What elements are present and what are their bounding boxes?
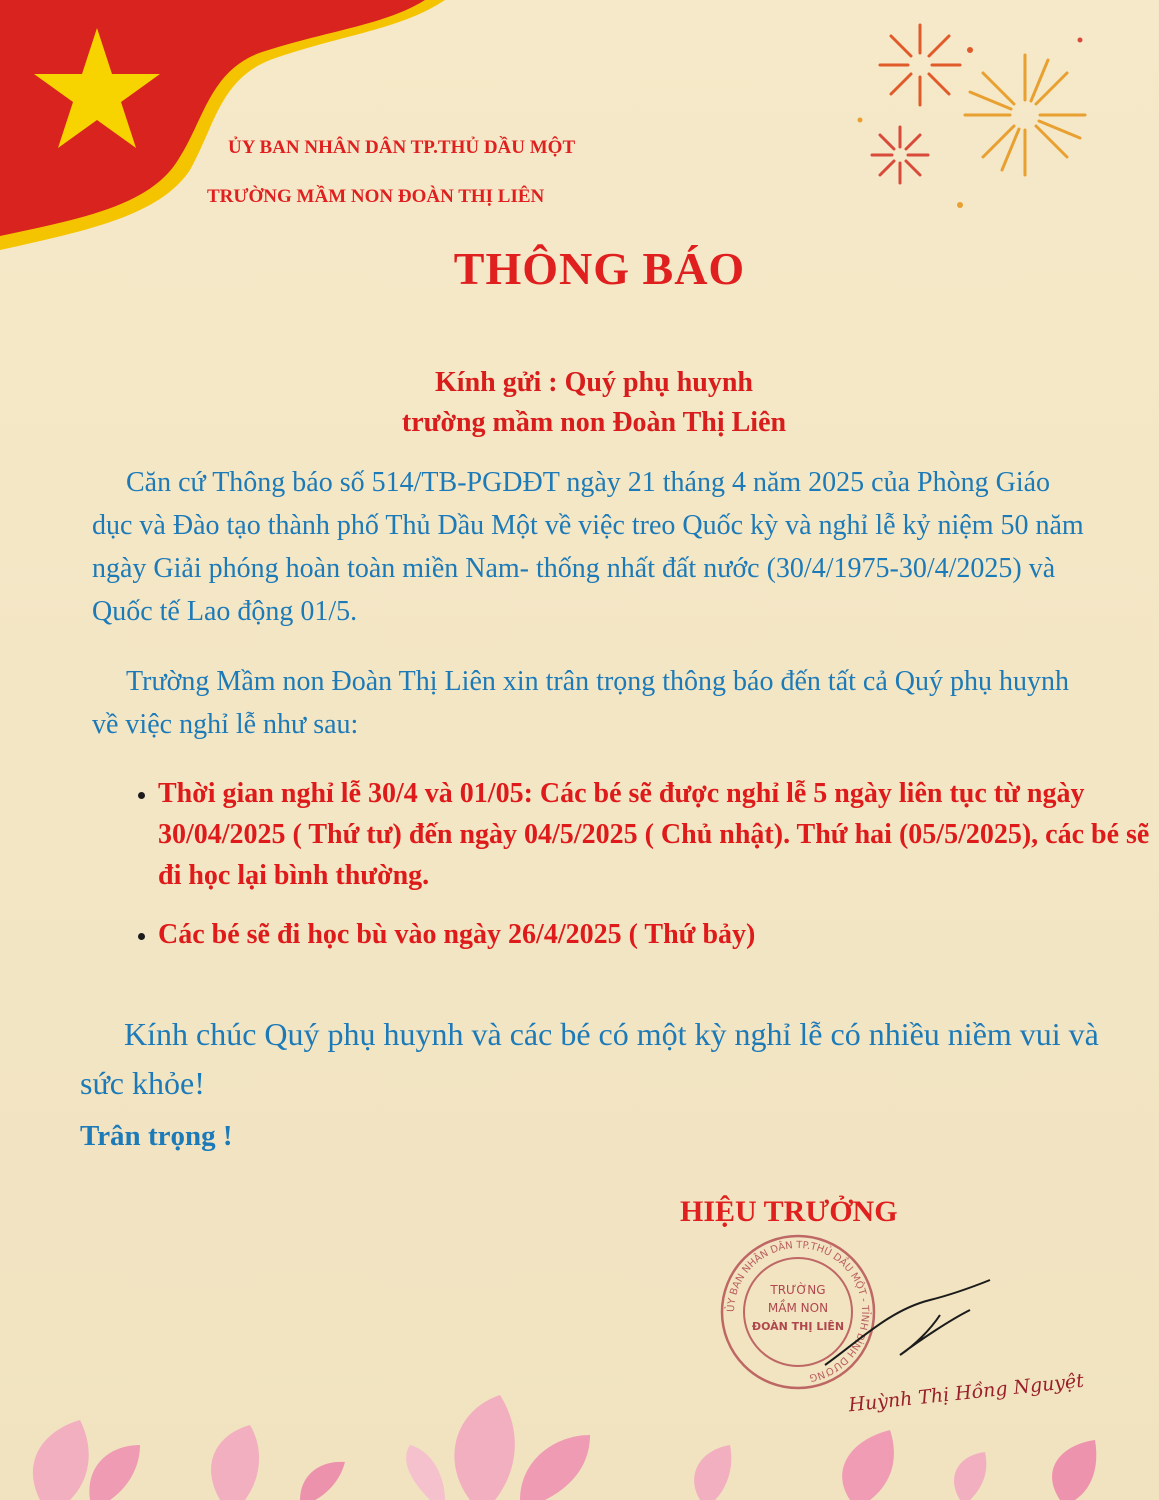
committee-name: ỦY BAN NHÂN DÂN TP.THỦ DẦU MỘT — [228, 137, 576, 158]
fireworks-decoration — [840, 10, 1100, 230]
greeting-line-2: trường mầm non Đoàn Thị Liên — [401, 407, 787, 438]
paragraph-basis — [92, 461, 1092, 633]
paragraph-announcement — [92, 660, 1092, 746]
wishes-text: Kính chúc Quý phụ huynh và các bé có một kỳ nghỉ lễ có nhiều niềm vui và sức khỏe! — [80, 1016, 1099, 1101]
wishes-paragraph — [80, 1010, 1120, 1108]
list-item: • Thời gian nghỉ lễ 30/4 và 01/05: Các bé sẽ được nghỉ lễ 5 ngày liên tục từ ngày 30/04/2025 ( Thứ tư) đến ngày 04/5/2025 ( Chủ nhật). Thứ hai (05/5/2025), các bé sẽ đi học lại bình thường. — [158, 773, 1158, 896]
paragraph-basis-text: Căn cứ Thông báo số 514/TB-PGDĐT ngày 21 tháng 4 năm 2025 của Phòng Giáo dục và Đào tạo thành phố Thủ Dầu Một về việc treo Quốc kỳ và nghỉ lễ kỷ niệm 50 năm ngày Giải phóng hoàn toàn miền Nam- thống nhất đất nước (30/4/1975-30/4/2025) và Quốc tế Lao động 01/5. — [92, 467, 1084, 627]
regards-text: Trân trọng ! — [80, 1120, 233, 1152]
school-name: TRƯỜNG MẦM NON ĐOÀN THỊ LIÊN — [207, 186, 545, 207]
signature-scribble — [820, 1270, 1000, 1380]
page-title: THÔNG BÁO — [453, 243, 746, 294]
greeting-line-1: Kính gửi : Quý phụ huynh — [435, 367, 753, 398]
stamp-ring-text: ỦY BAN NHÂN DÂN TP.THỦ DẦU MỘT - TỈNH BÌNH DƯƠNG — [725, 1239, 871, 1383]
list-item: • Các bé sẽ đi học bù vào ngày 26/4/2025 ( Thứ bảy) — [158, 914, 1158, 955]
flag-corner — [0, 0, 460, 260]
principal-name: Huỳnh Thị Hồng Nguyệt — [847, 1369, 1085, 1417]
stamp-line-1: TRƯỜNG — [770, 1283, 826, 1297]
lotus-decoration — [0, 1390, 1159, 1500]
stamp-line-2: MẦM NON — [767, 1301, 829, 1315]
principal-title: HIỆU TRƯỞNG — [680, 1195, 898, 1228]
paragraph-announcement-text: Trường Mầm non Đoàn Thị Liên xin trân trọng thông báo đến tất cả Quý phụ huynh về việc nghỉ lễ như sau: — [92, 666, 1069, 740]
holiday-details-list — [92, 773, 1158, 973]
stamp-line-3: ĐOÀN THỊ LIÊN — [751, 1320, 845, 1333]
